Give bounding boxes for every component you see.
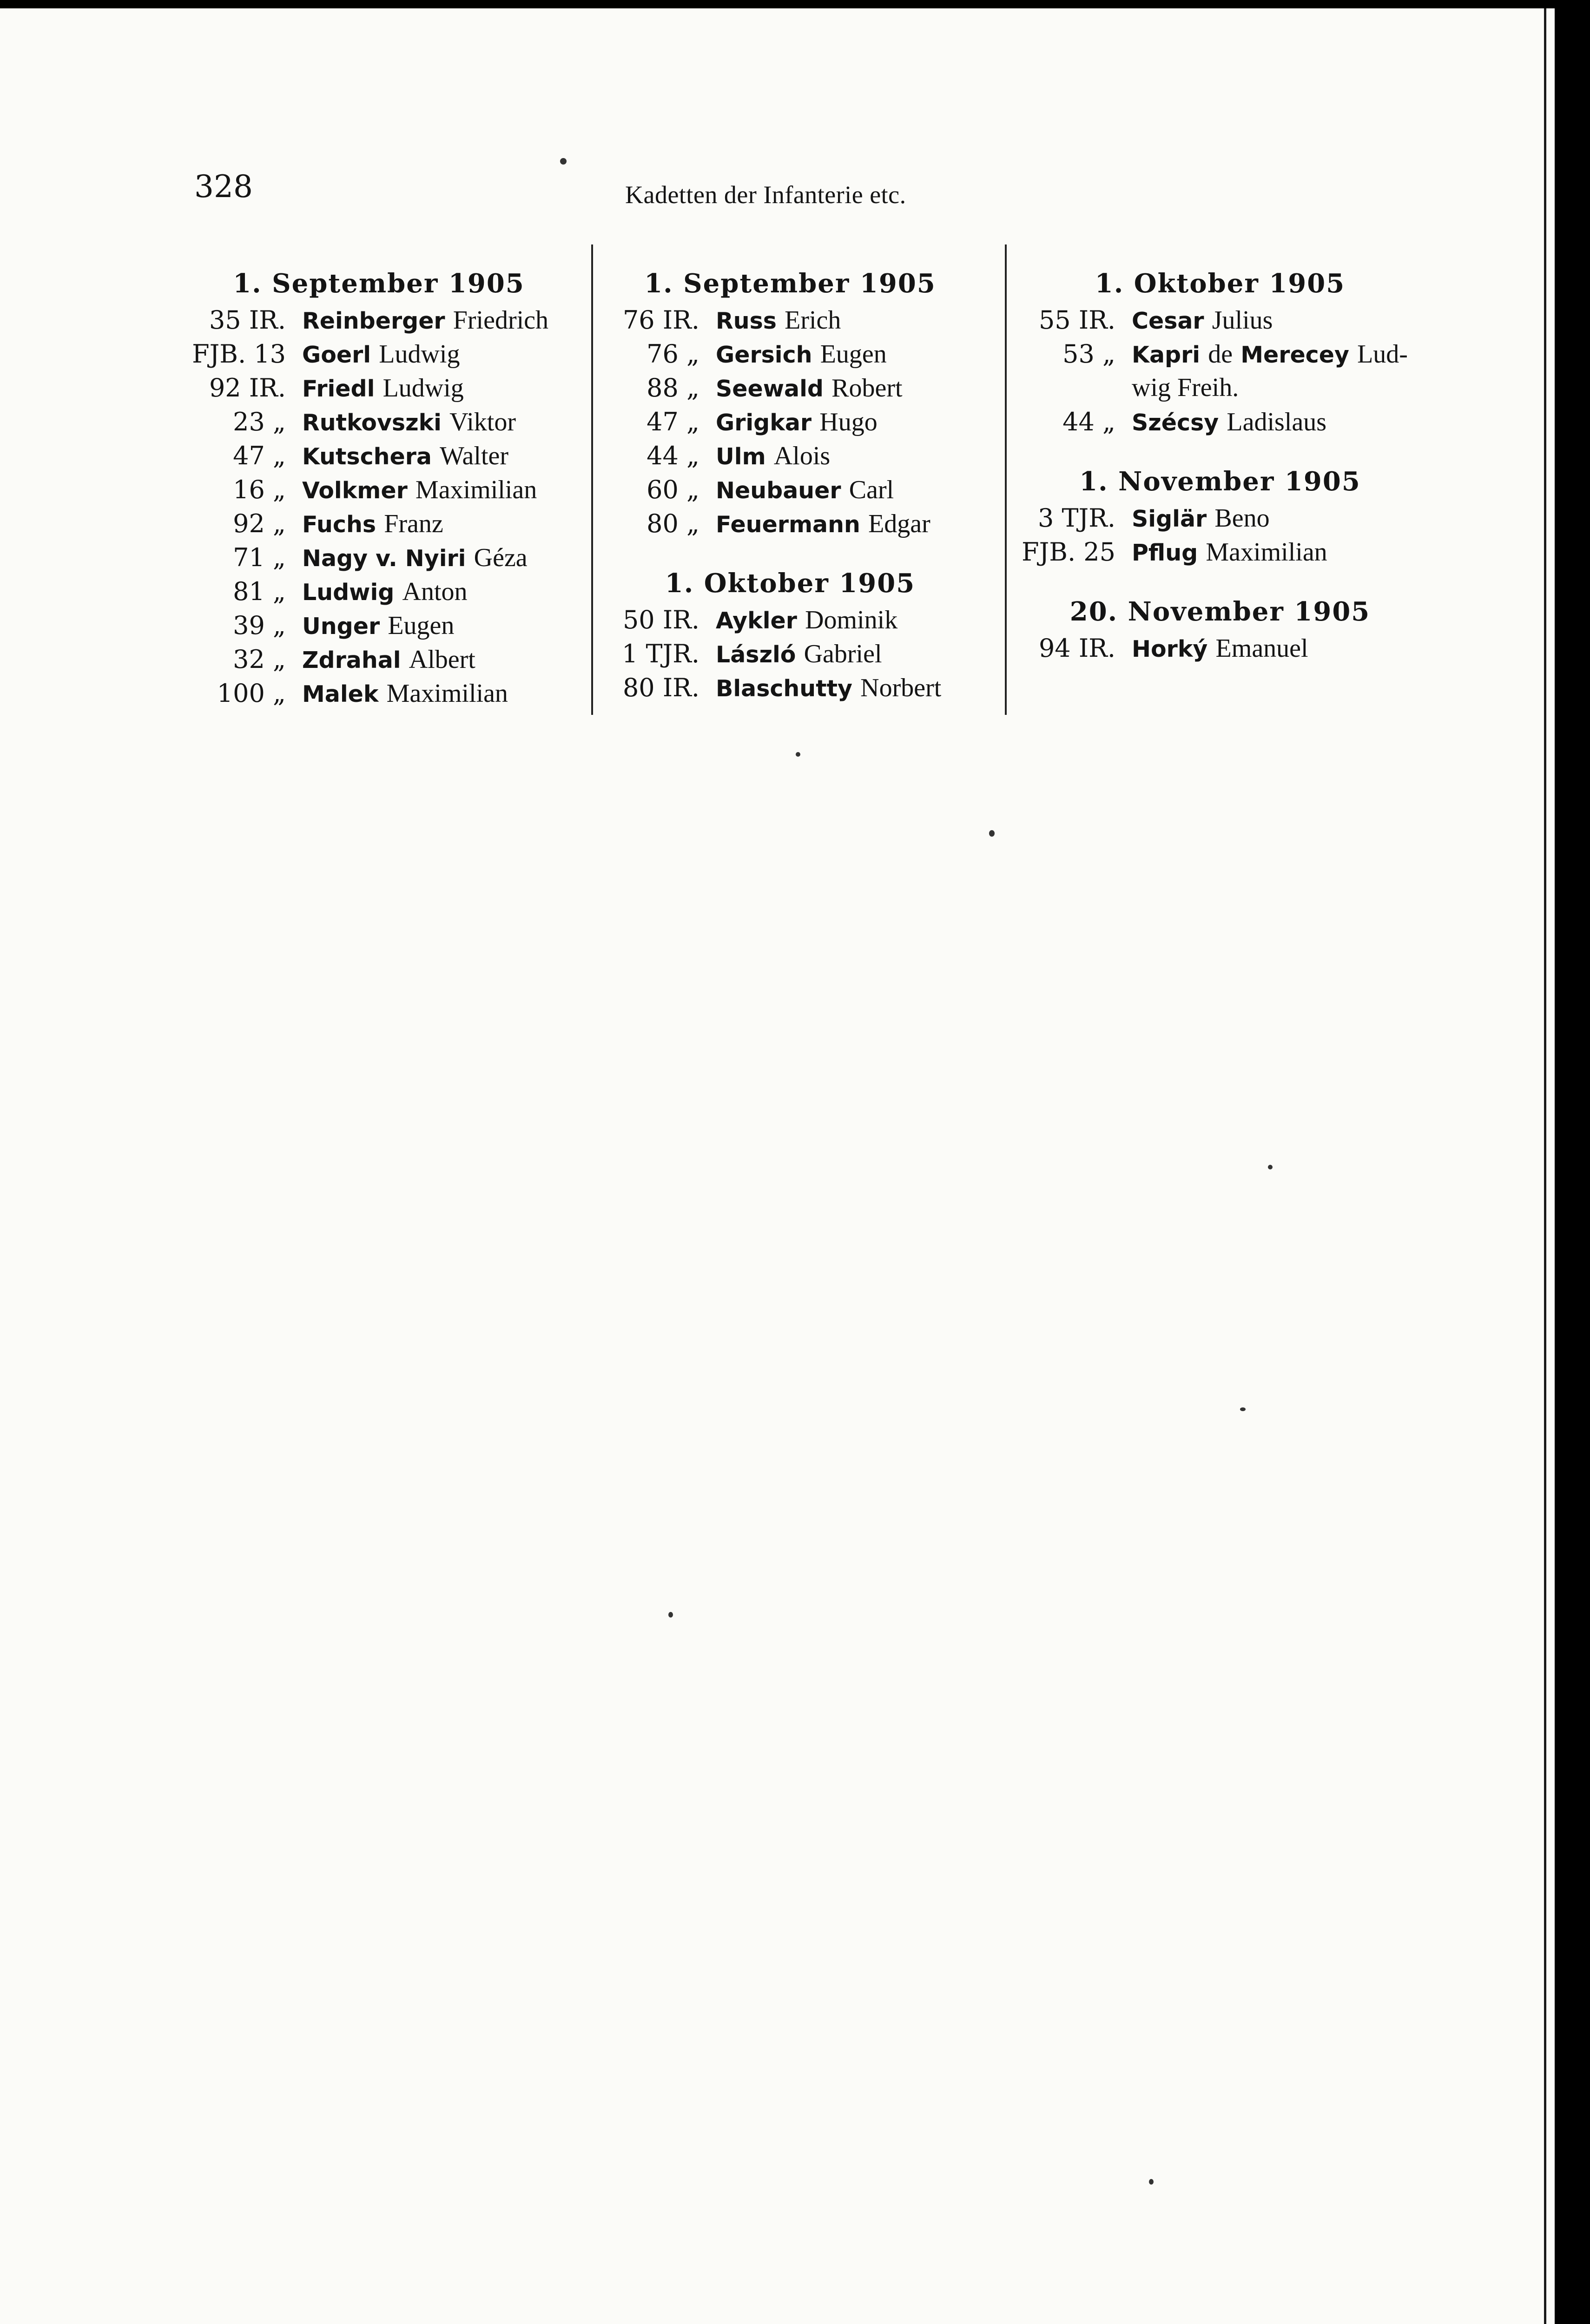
unit-label: 53 „: [1062, 339, 1115, 369]
given-name: Hugo: [819, 408, 877, 436]
given-name: Walter: [440, 442, 509, 470]
surname: Friedl: [302, 376, 375, 402]
column-1: [186, 264, 572, 710]
given-name: Emanuel: [1215, 634, 1308, 663]
given-name: Ladislaus: [1227, 408, 1326, 436]
roster-entry: [186, 642, 572, 676]
scan-speck: [1240, 1407, 1246, 1411]
unit-label: 94 IR.: [1038, 634, 1115, 663]
roster-entry: [186, 303, 572, 337]
date-heading: 1. September 1905: [233, 268, 525, 299]
surname-part-2: Merecey: [1240, 342, 1349, 368]
unit-label: 80 IR.: [622, 673, 699, 702]
given-name: Carl: [849, 475, 894, 504]
given-name: Maximilian: [1206, 538, 1327, 567]
roster-entry: [186, 507, 572, 541]
surname: Nagy v. Nyiri: [302, 545, 466, 572]
scan-speck: [989, 830, 995, 837]
given-name: Ludwig: [383, 374, 464, 403]
date-heading: 1. Oktober 1905: [665, 568, 916, 599]
surname: Zdrahal: [302, 647, 401, 673]
roster-entry: [600, 507, 981, 541]
given-name: Alois: [773, 442, 831, 470]
unit-label: 35 IR.: [209, 305, 286, 335]
roster-entry: [600, 405, 981, 439]
unit-label: 3 TJR.: [1037, 503, 1115, 533]
unit-label: 47 „: [233, 441, 286, 470]
given-name: Friedrich: [453, 306, 549, 335]
scan-speck: [668, 1612, 673, 1618]
roster-entry: [1016, 405, 1425, 439]
column-divider: [591, 244, 593, 715]
unit-label: 55 IR.: [1038, 305, 1115, 335]
roster-entry: [186, 371, 572, 405]
roster-entry-continuation: [1016, 371, 1425, 405]
given-name: de: [1208, 340, 1233, 369]
roster-entry: [186, 405, 572, 439]
given-name: Erich: [785, 306, 841, 335]
surname: Ludwig: [302, 579, 395, 606]
scan-speck: [796, 752, 800, 757]
date-heading: 1. September 1905: [644, 268, 936, 299]
unit-label: 71 „: [233, 543, 286, 572]
roster-entry: [1016, 631, 1425, 665]
surname: László: [716, 641, 796, 668]
given-name: Franz: [384, 509, 443, 538]
scan-speck: [560, 158, 567, 165]
surname: Cesar: [1132, 308, 1204, 334]
unit-label: 44 „: [1062, 407, 1115, 436]
unit-label: FJB. 13: [192, 339, 286, 369]
scan-speck: [1268, 1165, 1273, 1169]
given-name: Maximilian: [386, 679, 508, 708]
unit-label: FJB. 25: [1022, 537, 1115, 567]
given-name: Eugen: [820, 340, 887, 369]
page-edge-line: [1544, 8, 1546, 2324]
unit-label: 80 „: [647, 509, 699, 538]
surname: Feuermann: [716, 511, 860, 538]
unit-label: 39 „: [233, 611, 286, 640]
surname: Goerl: [302, 342, 371, 368]
given-name: Julius: [1212, 306, 1273, 335]
column-divider: [1005, 244, 1007, 715]
surname: Siglär: [1132, 506, 1207, 532]
roster-entry: [186, 473, 572, 507]
unit-label: 16 „: [233, 475, 286, 504]
date-heading: 20. November 1905: [1069, 596, 1371, 627]
given-name: Géza: [474, 543, 528, 572]
surname: Russ: [716, 308, 777, 334]
surname: Horký: [1132, 636, 1208, 662]
unit-label: 23 „: [233, 407, 286, 436]
unit-label: 47 „: [647, 407, 699, 436]
given-name: Albert: [409, 645, 475, 674]
roster-entry: [600, 637, 981, 671]
given-name: Robert: [831, 374, 903, 403]
given-name: Dominik: [805, 606, 898, 634]
unit-label: 100 „: [217, 679, 286, 708]
given-name: Viktor: [449, 408, 516, 436]
roster-entry: [186, 439, 572, 473]
running-title: Kadetten der Infanterie etc.: [625, 181, 906, 209]
given-name: Beno: [1214, 504, 1270, 533]
unit-label: 76 „: [647, 339, 699, 369]
scanned-page: [0, 8, 1555, 2324]
surname: Pflug: [1132, 540, 1198, 566]
page-number: 328: [194, 169, 253, 205]
date-heading: 1. November 1905: [1079, 466, 1361, 497]
unit-label: 92 IR.: [209, 373, 286, 403]
surname: Grigkar: [716, 409, 812, 436]
continuation-text: wig Freih.: [1132, 373, 1239, 402]
surname: Volkmer: [302, 477, 408, 504]
surname: Kutschera: [302, 443, 432, 470]
roster-entry: [1016, 303, 1425, 337]
unit-label: 92 „: [233, 509, 286, 538]
unit-label: 60 „: [647, 475, 699, 504]
given-name: Anton: [402, 577, 468, 606]
given-name: Ludwig: [379, 340, 460, 369]
roster-entry: [600, 671, 981, 705]
roster-entry: [600, 371, 981, 405]
given-name: Eugen: [388, 611, 455, 640]
surname: Seewald: [716, 376, 824, 402]
scan-speck: [1149, 2179, 1154, 2185]
surname: Rutkovszki: [302, 409, 442, 436]
roster-entry: [600, 439, 981, 473]
roster-entry: [600, 303, 981, 337]
column-2: [600, 264, 981, 705]
unit-label: 32 „: [233, 645, 286, 674]
surname: Unger: [302, 613, 380, 640]
date-heading: 1. Oktober 1905: [1095, 268, 1346, 299]
roster-entry: [186, 574, 572, 608]
roster-entry: [186, 676, 572, 710]
roster-entry: [186, 608, 572, 642]
given-name: Norbert: [860, 673, 942, 702]
roster-entry: [1016, 501, 1425, 535]
given-name-part-2: Lud-: [1357, 340, 1408, 369]
surname: Szécsy: [1132, 409, 1219, 436]
roster-entry: [1016, 337, 1425, 371]
surname: Malek: [302, 681, 379, 707]
surname: Blaschutty: [716, 675, 852, 702]
given-name: Gabriel: [804, 640, 882, 668]
unit-label: 1 TJR.: [621, 639, 699, 668]
surname: Neubauer: [716, 477, 841, 504]
unit-label: 88 „: [647, 373, 699, 403]
surname: Fuchs: [302, 511, 376, 538]
roster-entry: [186, 337, 572, 371]
surname: Gersich: [716, 342, 812, 368]
surname: Kapri: [1132, 342, 1201, 368]
unit-label: 76 IR.: [622, 305, 699, 335]
roster-entry: [600, 473, 981, 507]
surname: Reinberger: [302, 308, 445, 334]
given-name: Edgar: [868, 509, 930, 538]
surname: Aykler: [716, 607, 797, 634]
unit-label: 44 „: [647, 441, 699, 470]
unit-label: 50 IR.: [622, 605, 699, 634]
given-name: Maximilian: [415, 475, 537, 504]
roster-entry: [1016, 535, 1425, 569]
roster-entry: [600, 603, 981, 637]
surname: Ulm: [716, 443, 766, 470]
roster-entry: [600, 337, 981, 371]
column-3: [1016, 264, 1425, 665]
roster-entry: [186, 541, 572, 574]
unit-label: 81 „: [233, 577, 286, 606]
